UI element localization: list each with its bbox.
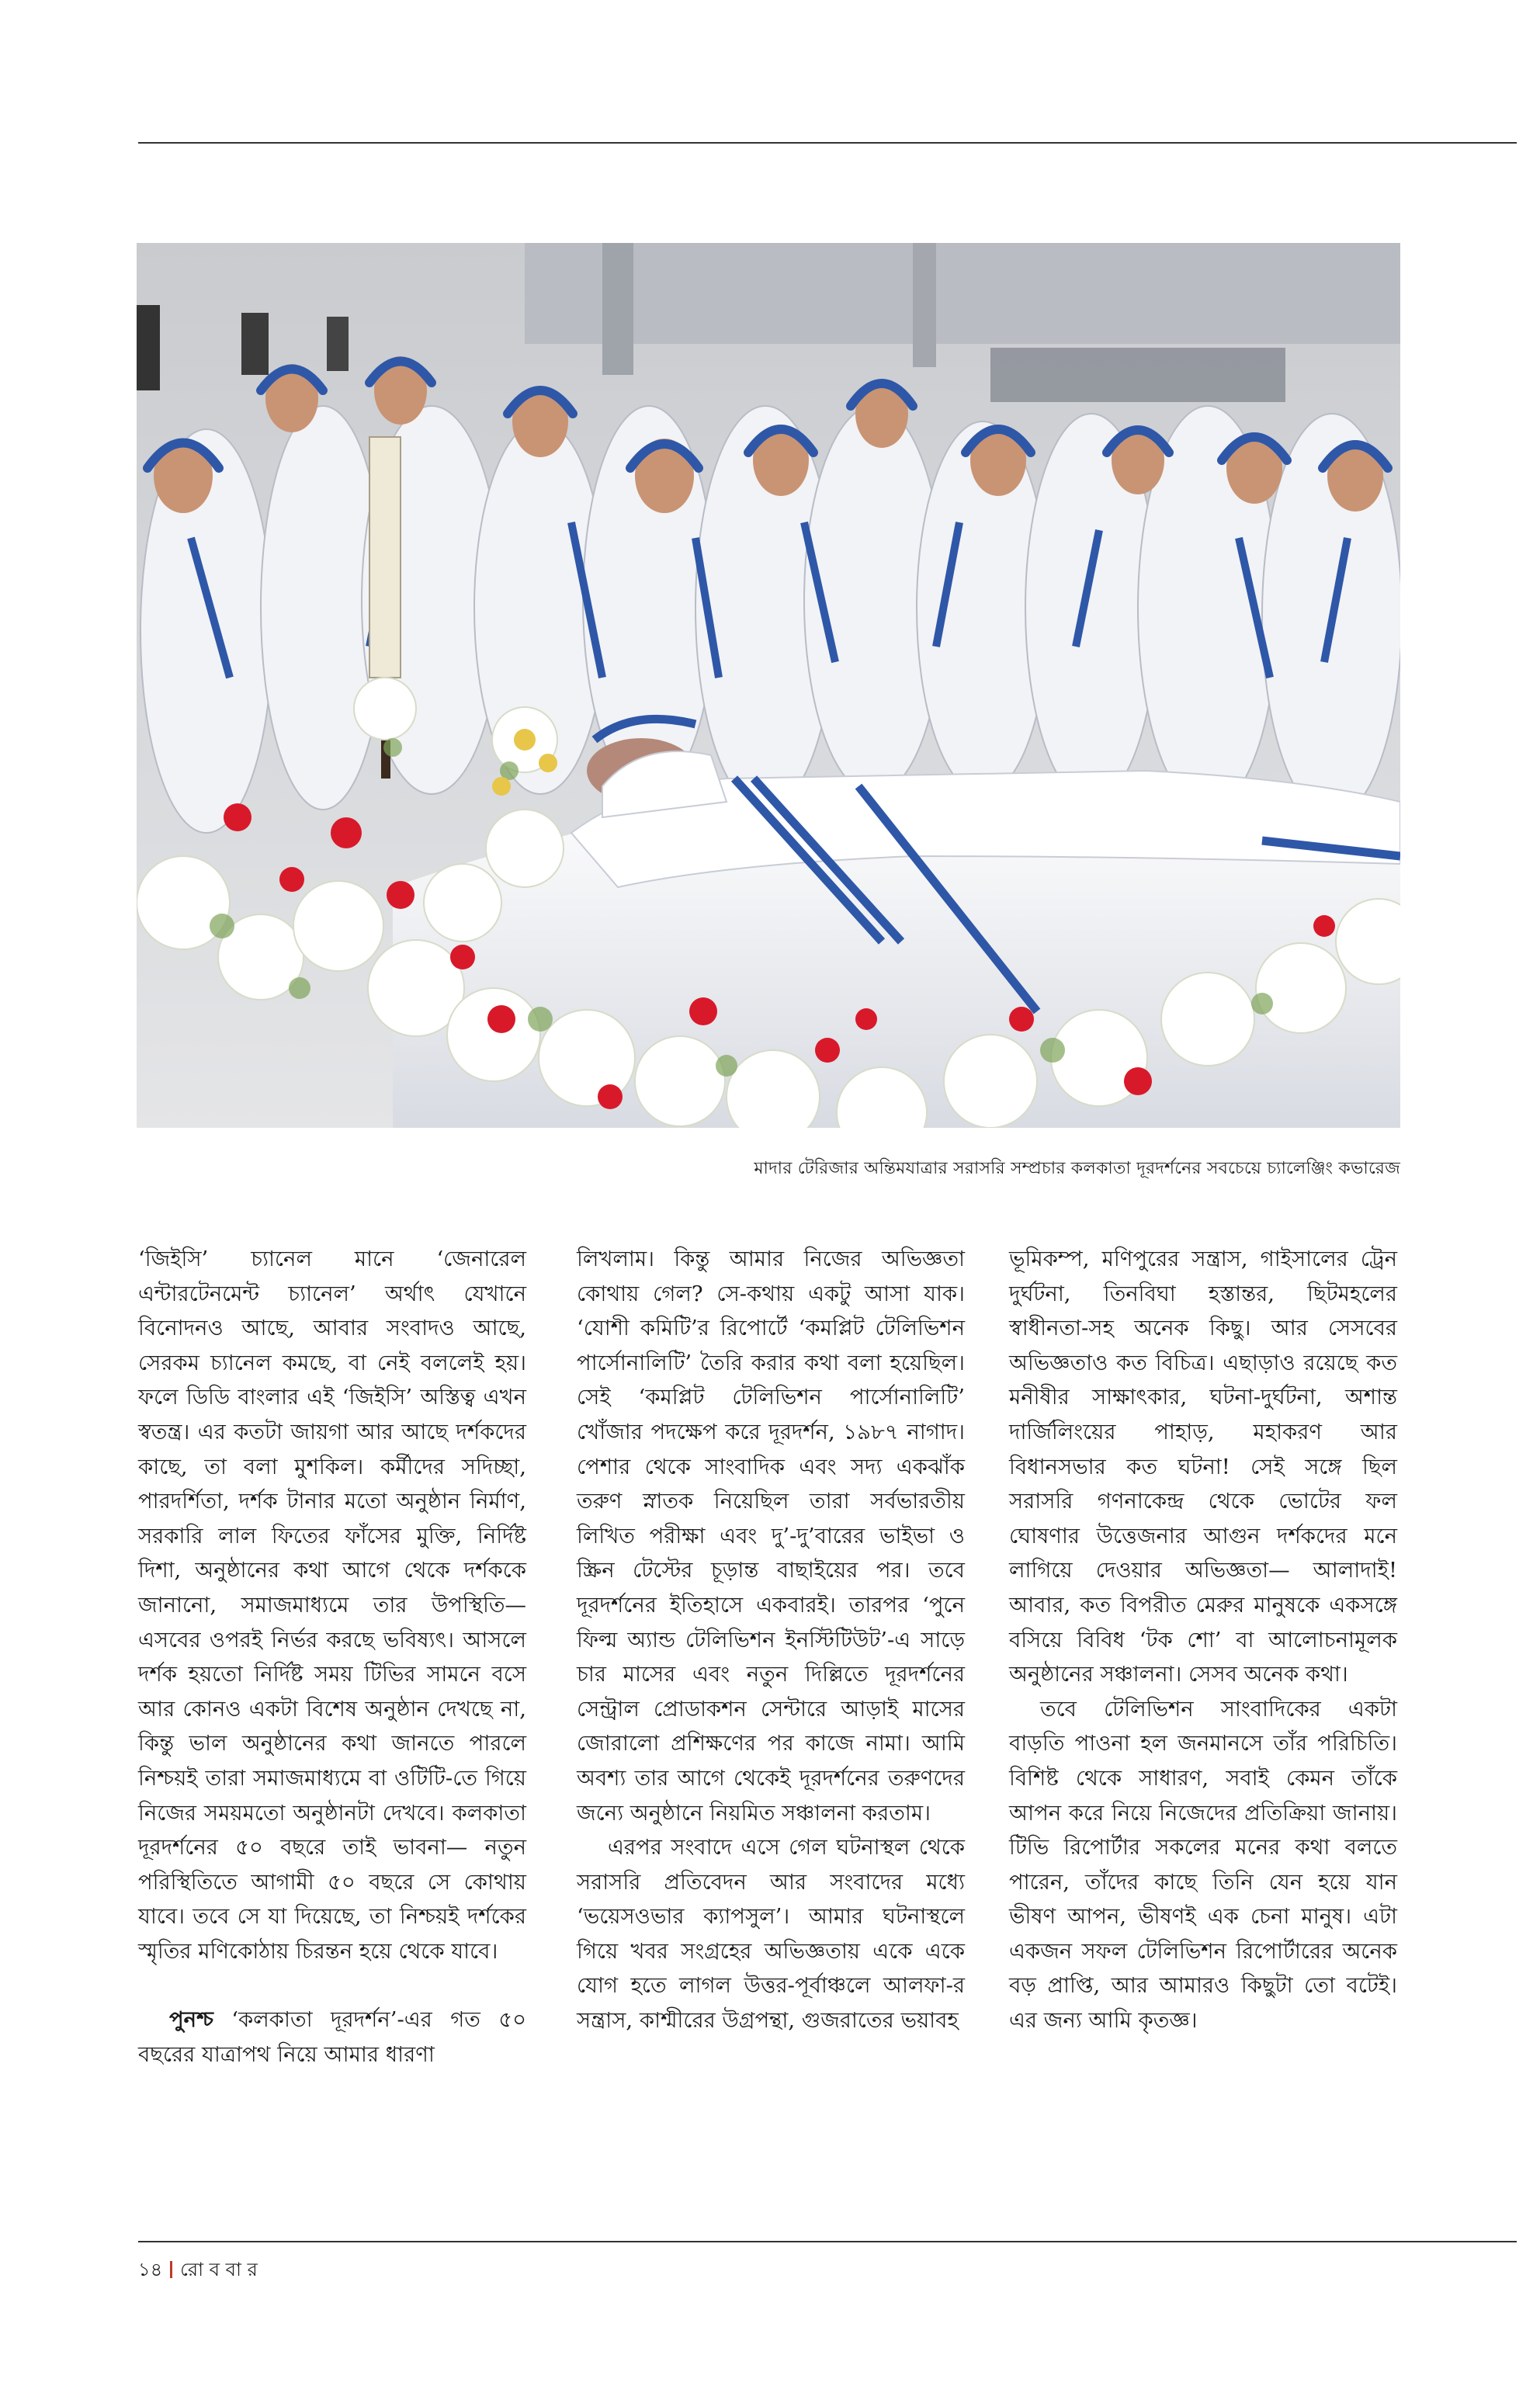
article-photo	[137, 243, 1400, 1128]
magazine-name: রো ব বা র	[180, 2259, 258, 2280]
article-paragraph: তবে টেলিভিশন সাংবাদিকের একটা বাড়তি পাওনা হল জনমানসে তাঁর পরিচিতি। বিশিষ্ট থেকে সাধারণ, সবাই কেমন তাঁকে আপন করে নিয়ে নিজেদের প্রতিক্রিয়া জানায়। টিভি রিপোর্টার সকলের মনের কথা বলতে পারেন, তাঁদের কাছে তিনি যেন হয়ে যান ভীষণ আপন, ভীষণই এক চেনা মানুষ। এটা একজন সফল টেলিভিশন রিপোর্টারের অনেক বড় প্রাপ্তি, আর আমারও কিছুটা তো বটেই। এর জন্য আমি কৃতজ্ঞ।	[1009, 1696, 1397, 2034]
photo-illustration	[137, 243, 1400, 1128]
article-column-2	[577, 1242, 965, 2038]
bottom-rule	[138, 2241, 1517, 2242]
page-number: ১৪	[138, 2259, 163, 2280]
article-paragraph: লিখলাম। কিন্তু আমার নিজের অভিজ্ঞতা কোথায় গেল? সে-কথায় একটু আসা যাক। ‘যোশী কমিটি’র রিপোর্টে ‘কমপ্লিট টেলিভিশন পার্সোনালিটি’ তৈরি করার কথা বলা হয়েছিল। সেই ‘কমপ্লিট টেলিভিশন পার্সোনালিটি’ খোঁজার পদক্ষেপ করে দূরদর্শন, ১৯৮৭ নাগাদ। পেশার থেকে সাংবাদিক এবং সদ্য একঝাঁক তরুণ স্নাতক নিয়েছিল তারা সর্বভারতীয় লিখিত পরীক্ষা এবং দু’-দু’বারের ভাইভা ও স্ক্রিন টেস্টের চূড়ান্ত বাছাইয়ের পর। তবে দূরদর্শনের ইতিহাসে একবারই। তারপর ‘পুনে ফিল্ম অ্যান্ড টেলিভিশন ইনস্টিটিউট’-এ সাড়ে চার মাসের এবং নতুন দিল্লিতে দূরদর্শনের সেন্ট্রাল প্রোডাকশন সেন্টারে আড়াই মাসের জোরালো প্রশিক্ষণের পর কাজে নামা। আমি অবশ্য তার আগে থেকেই দূরদর্শনের তরুণদের জন্যে অনুষ্ঠানে নিয়মিত সঞ্চালনা করতাম।	[577, 1247, 965, 1826]
folio-divider	[170, 2261, 172, 2278]
article-paragraph-postscript	[138, 2003, 526, 2072]
article-paragraph: এরপর সংবাদে এসে গেল ঘটনাস্থল থেকে সরাসরি প্রতিবেদন আর সংবাদের মধ্যে ‘ভয়েসওভার ক্যাপসুল’। আমার ঘটনাস্থলে গিয়ে খবর সংগ্রহের অভিজ্ঞতায় একে একে যোগ হতে লাগল উত্তর-পূর্বাঞ্চলে আলফা-র সন্ত্রাস, কাশ্মীরের উগ্রপন্থা, গুজরাতের ভয়াবহ	[577, 1835, 965, 2034]
postscript-lead: পুনশ্চ	[169, 2007, 213, 2033]
postscript-text: ‘কলকাতা দূরদর্শন’-এর গত ৫০ বছরের যাত্রাপথ নিয়ে আমার ধারণা	[138, 2007, 526, 2068]
article-paragraph: ভূমিকম্প, মণিপুরের সন্ত্রাস, গাইসালের ট্রেন দুর্ঘটনা, তিনবিঘা হস্তান্তর, ছিটমহলের স্বাধীনতা-সহ অনেক কিছু। আর সেসবের অভিজ্ঞতাও কত বিচিত্র। এছাড়াও রয়েছে কত মনীষীর সাক্ষাৎকার, ঘটনা-দুর্ঘটনা, অশান্ত দার্জিলিংয়ের পাহাড়, মহাকরণ আর বিধানসভার কত ঘটনা! সেই সঙ্গে ছিল সরাসরি গণনাকেন্দ্র থেকে ভোটের ফল ঘোষণার উত্তেজনার আগুন দর্শকদের মনে লাগিয়ে দেওয়ার অভিজ্ঞতা— আলাদাই! আবার, কত বিপরীত মেরুর মানুষকে একসঙ্গে বসিয়ে বিবিধ ‘টক শো’ বা আলোচনামূলক অনুষ্ঠানের সঞ্চালনা। সেসব অনেক কথা।	[1009, 1247, 1397, 1687]
article-paragraph: ‘জিইসি’ চ্যানেল মানে ‘জেনারেল এন্টারটেনমেন্ট চ্যানেল’ অর্থাৎ যেখানে বিনোদনও আছে, আবার সংবাদও আছে, সেরকম চ্যানেল কমছে, বা নেই বললেই হয়। ফলে ডিডি বাংলার এই ‘জিইসি’ অস্তিত্ব এখন স্বতন্ত্র। এর কতটা জায়গা আর আছে দর্শকদের কাছে, তা বলা মুশকিল। কর্মীদের সদিচ্ছা, পারদর্শিতা, দর্শক টানার মতো অনুষ্ঠান নির্মাণ, সরকারি লাল ফিতের ফাঁসের মুক্তি, নির্দিষ্ট দিশা, অনুষ্ঠানের কথা আগে থেকে দর্শককে জানানো, সমাজমাধ্যমে তার উপস্থিতি— এসবের ওপরই নির্ভর করছে ভবিষ্যৎ। আসলে দর্শক হয়তো নির্দিষ্ট সময় টিভির সামনে বসে আর কোনও একটা বিশেষ অনুষ্ঠান দেখছে না, কিন্তু ভাল অনুষ্ঠানের কথা জানতে পারলে নিশ্চয়ই তারা সমাজমাধ্যমে বা ওটিটি-তে গিয়ে নিজের সময়মতো অনুষ্ঠানটা দেখবে। কলকাতা দূরদর্শনের ৫০ বছরে তাই ভাবনা— নতুন পরিস্থিতিতে আগামী ৫০ বছরে সে কোথায় যাবে। তবে সে যা দিয়েছে, তা নিশ্চয়ই দর্শকের স্মৃতির মণিকোঠায় চিরন্তন হয়ে থেকে যাবে।	[138, 1247, 526, 1964]
top-rule	[138, 142, 1517, 144]
article-column-1	[138, 1242, 526, 2072]
sisters-group	[140, 356, 1400, 833]
photo-caption: মাদার টেরিজার অন্তিমযাত্রার সরাসরি সম্প্রচার কলকাতা দূরদর্শনের সবচেয়ে চ্যালেঞ্জিং কভারেজ	[754, 1159, 1400, 1178]
article-column-3	[1009, 1242, 1397, 2038]
candle-icon	[369, 437, 401, 678]
page-folio	[138, 2256, 258, 2287]
